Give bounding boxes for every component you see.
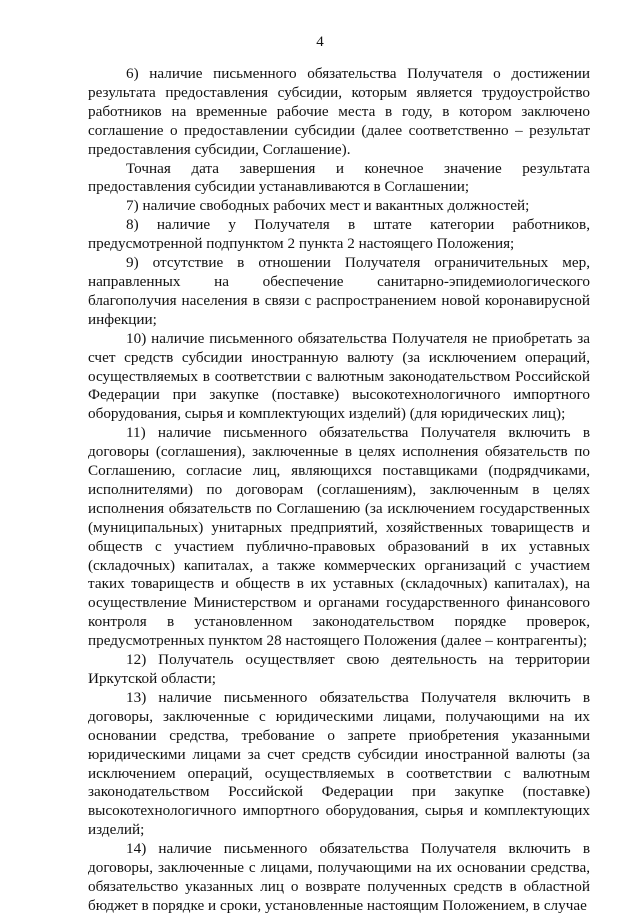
document-body [88, 65, 590, 916]
paragraph-item-8: 8) наличие у Получателя в штате категории работников, предусмотренной подпунктом 2 пункта 2 настоящего Положения; [88, 216, 590, 253]
paragraph-item-11: 11) наличие письменного обязательства Получателя включить в договоры (соглашения), заключенные в целях исполнения обязательств по Соглашению, согласие лиц, являющихся поставщиками (подрядчиками, исполнителями) по договорам (соглашениям), заключенным в целях исполнения обязательств по Соглашению (за исключением государственных (муниципальных) унитарных предприятий, хозяйственных товариществ и обществ с участием публично-правовых образований в их уставных (складочных) капиталах, а также коммерческих организаций с участием таких товариществ и обществ в их уставных (складочных) капиталах), на осуществление Министерством и органами государственного финансового контроля в установленном законодательством порядке проверок, предусмотренных пунктом 28 настоящего Положения (далее – контрагенты); [88, 424, 590, 650]
paragraph-item-10: 10) наличие письменного обязательства Получателя не приобретать за счет средств субсидии иностранную валюту (за исключением операций, осуществляемых в соответствии с валютным законодательством Российской Федерации при закупке (поставке) высокотехнологичного импортного оборудования, сырья и комплектующих изделий) (для юридических лиц); [88, 329, 590, 423]
paragraph-item-12: 12) Получатель осуществляет свою деятельность на территории Иркутской области; [88, 651, 590, 687]
paragraph-item-14: 14) наличие письменного обязательства Получателя включить в договоры, заключенные с лицами, получающими на их основании средства, обязательство указанных лиц о возврате полученных средств в областной бюджет в порядке и сроки, установленные настоящим Положением, в случае [88, 840, 590, 914]
page-number: 4 [316, 34, 324, 50]
paragraph-item-6: 6) наличие письменного обязательства Получателя о достижении результата предоставления субсидии, которым является трудоустройство работников на временные рабочие места в году, в котором заключено соглашение о предоставлении субсидии (далее соответственно – результат предоставления субсидии, Соглашение). [88, 65, 590, 158]
paragraph-deadline: Точная дата завершения и конечное значение результата предоставления субсидии устанавливаются в Соглашении; [88, 159, 590, 196]
paragraph-item-13: 13) наличие письменного обязательства Получателя включить в договоры, заключенные с юридическими лицами, получающими на их основании средства, требование о запрете приобретения указанными юридическими лицами за счет средств субсидии иностранной валюты (за исключением операций, осуществляемых в соответствии с валютным законодательством Российской Федерации при закупке (поставке) высокотехнологичного импортного оборудования, сырья и комплектующих изделий; [88, 688, 590, 839]
paragraph-item-7: 7) наличие свободных рабочих мест и вакантных должностей; [126, 197, 530, 215]
paragraph-item-9: 9) отсутствие в отношении Получателя ограничительных мер, направленных на обеспечение санитарно-эпидемиологического благополучия населения в связи с распространением новой коронавирусной инфекции; [88, 254, 590, 328]
